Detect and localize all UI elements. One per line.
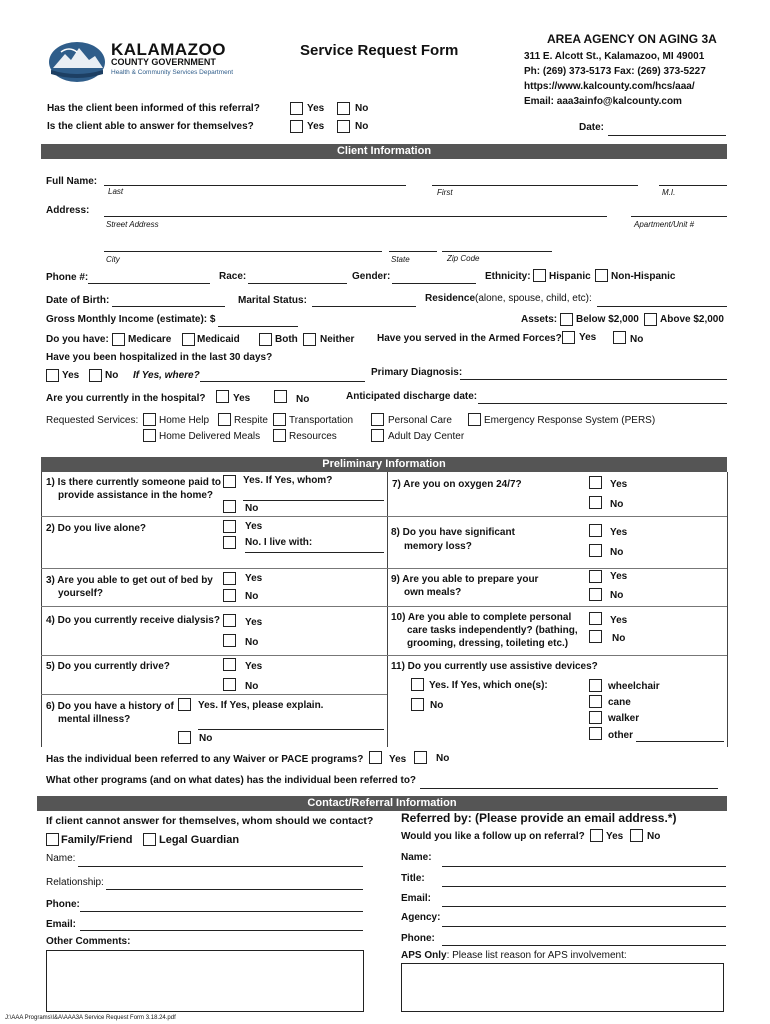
marital-label: Marital Status: [238,295,307,306]
hispanic-checkbox[interactable] [533,269,546,282]
armed-no-label: No [630,334,644,345]
q1-yes-checkbox[interactable] [223,475,236,488]
whom-contact-question: If client cannot answer for themselves, whom should we contact? [46,815,374,827]
gender-field[interactable] [392,283,476,284]
other-device-field[interactable] [636,741,724,742]
waiver-yes-label: Yes [389,754,407,765]
q3-yes-checkbox[interactable] [223,572,236,585]
home-help-checkbox[interactable] [143,413,156,426]
apt-field[interactable] [631,216,727,217]
requested-services-label: Requested Services: [46,415,139,426]
phone-field[interactable] [88,283,210,284]
q7-no-label: No [610,499,624,510]
contact-header: Contact/Referral Information [37,796,727,811]
medicaid-checkbox[interactable] [182,333,195,346]
date-label: Date: [579,122,605,133]
q9-yes-label: Yes [610,571,628,582]
q1-text-line1: 1) Is there currently someone paid to [46,477,222,488]
q9-text-line1: 9) Are you able to prepare your [391,574,539,585]
armed-yes-label: Yes [579,332,597,343]
home-help-label: Home Help [159,415,210,426]
gender-label: Gender: [352,271,391,282]
q10-yes-checkbox[interactable] [589,612,602,625]
respite-label: Respite [234,415,268,426]
q1-no-label: No [245,503,259,514]
contact-phone-label: Phone: [46,899,80,910]
q11-yes-label: Yes. If Yes, which one(s): [429,680,548,691]
q8-yes-checkbox[interactable] [589,524,602,537]
q2-live-with-field[interactable] [245,552,384,553]
city-field[interactable] [104,251,382,252]
waiver-no-checkbox[interactable] [414,751,427,764]
agency-website[interactable]: https://www.kalcounty.com/hcs/aaa/ [524,81,695,92]
armed-forces-question: Have you served in the Armed Forces? [377,333,562,344]
q10-yes-label: Yes [610,615,628,626]
personal-care-checkbox[interactable] [371,413,384,426]
footer-path: J:\AAA Programs\I&A\AAA3A Service Request Form 3.18.24.pdf [5,1015,176,1021]
aps-reason-text: : Please list reason for APS involvement: [446,950,627,961]
q3-no-checkbox[interactable] [223,589,236,602]
q9-text-line2: own meals? [404,587,462,598]
dob-label: Date of Birth: [46,295,110,306]
above-2000-label: Above $2,000 [660,314,724,325]
personal-care-label: Personal Care [388,415,452,426]
other-programs-field[interactable] [420,788,718,789]
q6-text-line1: 6) Do you have a history of [46,701,174,712]
discharge-field[interactable] [478,403,727,404]
above-2000-checkbox[interactable] [644,313,657,326]
referrer-name-label: Name: [401,852,432,863]
followup-question: Would you like a follow up on referral? [401,831,585,842]
state-field[interactable] [389,251,437,252]
in-hospital-question: Are you currently in the hospital? [46,393,206,404]
armed-no-checkbox[interactable] [613,331,626,344]
q2-yes-checkbox[interactable] [223,520,236,533]
address-label: Address: [46,205,90,216]
q1-yes-label: Yes. If Yes, whom? [243,475,333,486]
q11-yes-checkbox[interactable] [411,678,424,691]
other-device-label: other [608,730,633,741]
non-hispanic-label: Non-Hispanic [611,271,676,282]
q10-text-line2: care tasks independently? (bathing, [407,625,578,636]
referrer-phone-label: Phone: [401,933,435,944]
referrer-title-label: Title: [401,873,425,884]
followup-yes-checkbox[interactable] [590,829,603,842]
adult-day-checkbox[interactable] [371,429,384,442]
row-divider-4 [41,655,727,656]
q11-no-checkbox[interactable] [411,698,424,711]
neither-label: Neither [320,334,355,345]
phone-label: Phone #: [46,272,89,283]
q10-no-label: No [612,633,626,644]
q2-no-label: No. I live with: [245,537,313,548]
agency-email[interactable]: Email: aaa3ainfo@kalcounty.com [524,96,682,107]
hospitalized-no-label: No [105,370,119,381]
hospital-where-label: If Yes, where? [133,370,200,381]
cane-label: cane [608,697,631,708]
q5-yes-checkbox[interactable] [223,658,236,671]
other-comments-label: Other Comments: [46,936,131,947]
armed-yes-checkbox[interactable] [562,331,575,344]
q6-no-checkbox[interactable] [178,731,191,744]
aps-reason-label [401,951,627,961]
transportation-checkbox[interactable] [273,413,286,426]
q10-no-checkbox[interactable] [589,630,602,643]
agency-phone-fax: Ph: (269) 373-5173 Fax: (269) 373-5227 [524,66,706,77]
q8-text-line2: memory loss? [404,541,472,552]
preliminary-right-border [727,472,728,747]
q7-text: 7) Are you on oxygen 24/7? [392,479,522,490]
q3-text-line2: yourself? [58,588,104,599]
waiver-yes-checkbox[interactable] [369,751,382,764]
q1-no-checkbox[interactable] [223,500,236,513]
row-divider-3 [41,606,727,607]
legal-guardian-label: Legal Guardian [159,834,240,846]
q9-yes-checkbox[interactable] [589,570,602,583]
agency-address: 311 E. Alcott St., Kalamazoo, MI 49001 [524,51,705,62]
agency-name: AREA AGENCY ON AGING 3A [547,32,717,46]
hospitalized-no-checkbox[interactable] [89,369,102,382]
street-field[interactable] [104,216,607,217]
transportation-label: Transportation [289,415,354,426]
preliminary-center-divider [387,472,388,747]
q5-no-checkbox[interactable] [223,678,236,691]
q8-yes-label: Yes [610,527,628,538]
referrer-email-label: Email: [401,893,432,904]
q1-whom-field[interactable] [243,500,384,501]
informed-yes-checkbox[interactable] [290,102,303,115]
able-yes-label: Yes [307,121,325,132]
referrer-phone-field[interactable] [442,945,726,946]
able-no-checkbox[interactable] [337,120,350,133]
relationship-label: Relationship: [46,877,104,888]
preliminary-left-border [41,472,42,747]
hospital-where-field[interactable] [200,381,365,382]
client-info-header: Client Information [41,144,727,159]
q6-yes-checkbox[interactable] [178,698,191,711]
residence-field[interactable] [597,306,727,307]
residence-label: Residence [425,293,476,304]
full-name-label: Full Name: [46,176,98,187]
q4-yes-label: Yes [245,617,263,628]
followup-yes-label: Yes [606,831,624,842]
home-meals-checkbox[interactable] [143,429,156,442]
resources-label: Resources [289,431,337,442]
family-friend-label: Family/Friend [61,834,133,846]
able-answer-question: Is the client able to answer for themselves? [47,121,254,132]
q9-no-checkbox[interactable] [589,588,602,601]
q4-text: 4) Do you currently receive dialysis? [46,615,220,626]
q5-no-label: No [245,681,259,692]
aps-reason-box[interactable] [401,963,724,1012]
county-logo [47,38,107,84]
pers-checkbox[interactable] [468,413,481,426]
first-name-field[interactable] [432,185,638,186]
referrer-email-field[interactable] [442,906,726,907]
referred-by-heading: Referred by: (Please provide an email address.*) [401,811,677,825]
row-divider-1 [41,516,727,517]
income-field[interactable] [218,326,298,327]
below-2000-label: Below $2,000 [576,314,639,325]
discharge-label: Anticipated discharge date: [346,391,478,402]
apt-caption: Apartment/Unit # [634,220,695,229]
q5-yes-label: Yes [245,661,263,672]
respite-checkbox[interactable] [218,413,231,426]
q7-no-checkbox[interactable] [589,496,602,509]
zip-field[interactable] [442,251,552,252]
state-caption: State [391,255,410,264]
q6-yes-label: Yes. If Yes, please explain. [198,700,324,711]
wheelchair-label: wheelchair [608,681,660,692]
q3-no-label: No [245,591,259,602]
diagnosis-label: Primary Diagnosis: [371,367,463,378]
cane-checkbox[interactable] [589,695,602,708]
q10-text-line3: grooming, dressing, toileting etc.) [407,638,569,649]
row-divider-5 [41,694,387,695]
waiver-no-label: No [436,753,450,764]
diagnosis-field[interactable] [460,379,727,380]
q8-no-label: No [610,547,624,558]
logo-department: Health & Community Services Department [111,69,234,76]
q1-text-line2: provide assistance in the home? [58,490,214,501]
q6-text-line2: mental illness? [58,714,131,725]
q7-yes-label: Yes [610,479,628,490]
adult-day-label: Adult Day Center [388,431,465,442]
last-caption: Last [108,187,124,196]
preliminary-header: Preliminary Information [41,457,727,472]
referrer-agency-label: Agency: [401,912,441,923]
both-label: Both [275,334,298,345]
below-2000-checkbox[interactable] [560,313,573,326]
q11-no-label: No [430,700,444,711]
referrer-name-field[interactable] [442,866,726,867]
in-hospital-yes-label: Yes [233,393,251,404]
do-you-have-label: Do you have: [46,334,109,345]
contact-email-label: Email: [46,919,77,930]
walker-label: walker [608,713,640,724]
hospitalized-question: Have you been hospitalized in the last 30 days? [46,352,273,363]
both-checkbox[interactable] [259,333,272,346]
medicare-checkbox[interactable] [112,333,125,346]
able-no-label: No [355,121,369,132]
q2-yes-label: Yes [245,521,263,532]
q3-text-line1: 3) Are you able to get out of bed by [46,575,213,586]
hospitalized-yes-label: Yes [62,370,80,381]
q8-text-line1: 8) Do you have significant [391,527,515,538]
q2-text: 2) Do you live alone? [46,523,147,534]
informed-question: Has the client been informed of this referral? [47,103,260,114]
other-programs-question: What other programs (and on what dates) has the individual been referred to? [46,775,417,786]
city-caption: City [106,255,120,264]
waiver-question: Has the individual been referred to any Waiver or PACE programs? [46,754,364,765]
q4-yes-checkbox[interactable] [223,614,236,627]
in-hospital-yes-checkbox[interactable] [216,390,229,403]
wheelchair-checkbox[interactable] [589,679,602,692]
neither-checkbox[interactable] [303,333,316,346]
q10-text-line1: 10) Are you able to complete personal [391,612,572,623]
contact-name-field[interactable] [78,866,363,867]
assets-label: Assets: [521,314,558,325]
q11-text: 11) Do you currently use assistive devices? [391,661,598,672]
other-device-checkbox[interactable] [589,727,602,740]
q2-no-checkbox[interactable] [223,536,236,549]
home-meals-label: Home Delivered Meals [159,431,261,442]
form-title: Service Request Form [300,42,459,59]
aps-only-label: APS Only [401,950,447,961]
marital-field[interactable] [312,306,416,307]
contact-phone-field[interactable] [80,911,363,912]
street-caption: Street Address [106,220,159,229]
last-name-field[interactable] [104,185,406,186]
q7-yes-checkbox[interactable] [589,476,602,489]
date-field[interactable] [608,135,726,136]
mi-caption: M.I. [662,188,676,197]
residence-hint: (alone, spouse, child, etc): [475,293,592,304]
legal-guardian-checkbox[interactable] [143,833,156,846]
row-divider-2 [41,568,727,569]
in-hospital-no-label: No [296,394,310,405]
mi-field[interactable] [659,185,727,186]
logo-subtitle: COUNTY GOVERNMENT [111,57,216,67]
q8-no-checkbox[interactable] [589,544,602,557]
first-caption: First [437,188,453,197]
followup-no-label: No [647,831,661,842]
able-yes-checkbox[interactable] [290,120,303,133]
resources-checkbox[interactable] [273,429,286,442]
walker-checkbox[interactable] [589,711,602,724]
contact-email-field[interactable] [80,930,363,931]
income-label: Gross Monthly Income (estimate): $ [46,314,216,325]
followup-no-checkbox[interactable] [630,829,643,842]
other-comments-box[interactable] [46,950,364,1012]
q4-no-checkbox[interactable] [223,634,236,647]
q4-no-label: No [245,637,259,648]
informed-no-checkbox[interactable] [337,102,350,115]
informed-no-label: No [355,103,369,114]
ethnicity-label: Ethnicity: [485,271,531,282]
dob-field[interactable] [112,306,225,307]
contact-name-label: Name: [46,853,76,864]
q6-no-label: No [199,733,213,744]
medicare-label: Medicare [128,334,172,345]
q6-explain-field[interactable] [198,729,384,730]
hispanic-label: Hispanic [549,271,591,282]
in-hospital-no-checkbox[interactable] [274,390,287,403]
relationship-field[interactable] [106,889,363,890]
medicaid-label: Medicaid [197,334,240,345]
q5-text: 5) Do you currently drive? [46,661,170,672]
q9-no-label: No [610,590,624,601]
family-friend-checkbox[interactable] [46,833,59,846]
informed-yes-label: Yes [307,103,325,114]
race-field[interactable] [248,283,347,284]
race-label: Race: [219,271,247,282]
zip-caption: Zip Code [447,254,480,263]
q3-yes-label: Yes [245,573,263,584]
hospitalized-yes-checkbox[interactable] [46,369,59,382]
non-hispanic-checkbox[interactable] [595,269,608,282]
logo-emblem-icon [47,38,107,84]
pers-label: Emergency Response System (PERS) [484,415,656,426]
referrer-agency-field[interactable] [442,926,726,927]
logo-title: KALAMAZOO [111,40,226,59]
referrer-title-field[interactable] [442,886,726,887]
